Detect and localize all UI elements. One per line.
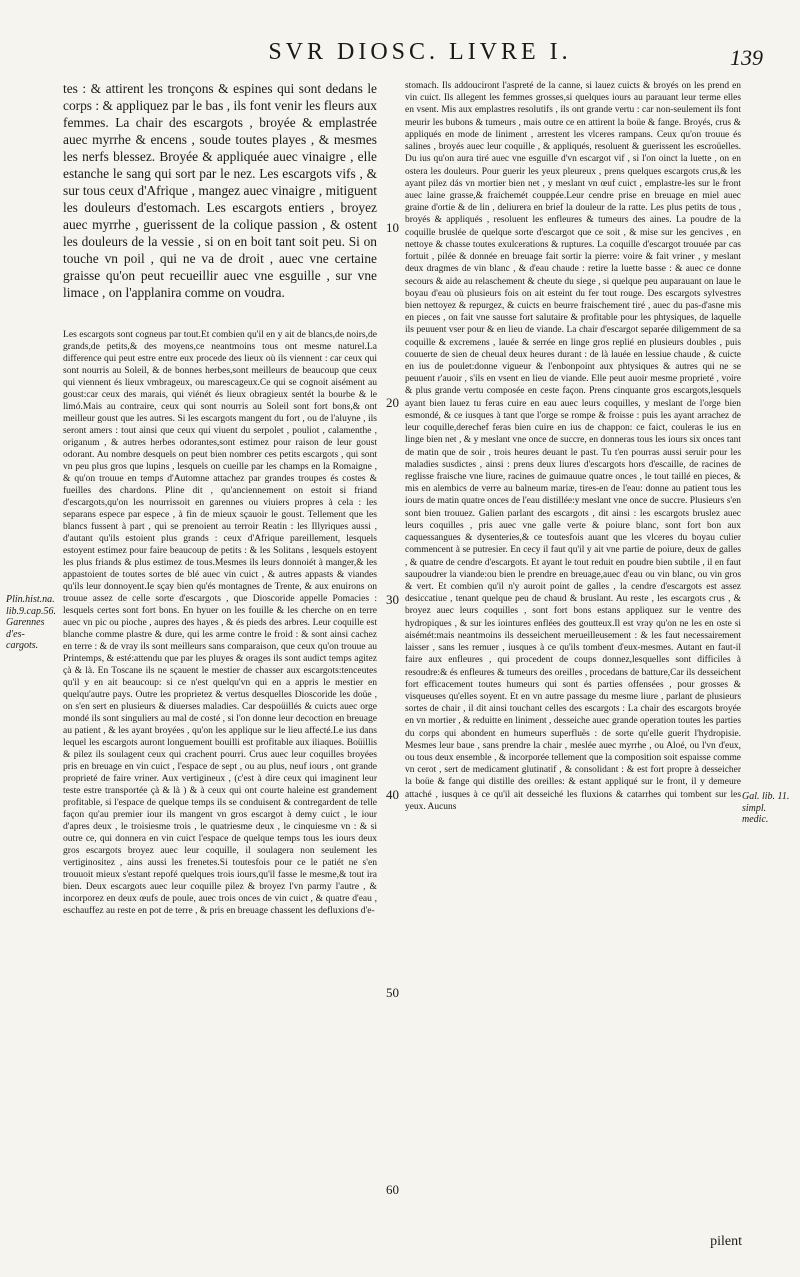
commentary-text-right: stomach. Ils addouciront l'aspreté de la canne, si lauez cuicts & broyés on les prend en vin cuict. Ils allegent les femmes grosses,si quelques iours au parauant leur terme elles en vsent. Mis aux emplastres resolutifs , ils ont grande vertu : car non-seulement ils font meurir les bubons & tumeurs , mais outre ce en attirent la boüe & fange. Broyés, crus & appliqués en mode de liniment , arrestent les vlceres rampans. Ceux qu'on trouue és salines , broyés auec leur coquille , & appliqués, resoluent & guerissent les escroüelles. Du ius qu'on aura tiré auec vne esguille d'vn escargot vif , si l'on oinct la luette , on en ostera les douleurs. Pour guerir les yeux pleureux , prens quelques escargots crus,& les ayant pilez dás vn mortier bien net , y meslant vn œuf cuict , emplastre-les sur le front auec laine grasse,& fraichemét couppée.Leur cendre prise en breuage en miel auec graine d'ortie & de lin , deliurera en brief la douleur de la ratte. Les plus petits de tous , broyés & appliqués , resoluent les enfleures & tumeurs des aines. La poudre de la coquille bruslée de quelque sorte d'escargot que ce soit , & mise sur les gencives , en nettoye & chasse toutes exulcerations & ruptures. La coquille d'escargot trouuée par cas fortuit , pilée & donnée en breuage fait sortir la pierre: voire & fait vriner , y meslant deux dragmes de vin blanc , & d'eau chaude : retire la luette basse : & auec ce donne secours & aide au relaschement & cheute du siege , si quelque peu auparauant on laue le boyau d'eau où plusieurs fois on ait esteint du fer tout rouge. Des escargots sylvestres bien nettoyez & repurgez, & cuicts en beurre fraischement tiré , auec du pas-d'asne mis en pieces , on fait vne sausse fort salutaire & profitable pour les phtysiques, de laquelle ils peuuent vser pour & en lieu de viande. La chair d'escargot separée diligemment de sa coquille & excremens , lauée & serrée en linge gros replié en plusieurs doubles , puis couuerte de sien de cheual deux heures durant : de là lauée en lessiue chaude , & cuicte en ius de poulet:donne vigueur & l'enbonpoint aux phtysiques & autres qui ne se peuuent r'auoir , s'ils en vsent en lieu de viande. Elle peut auoir mesme proprieté , voire & plus grande vertu composée en ceste façon. Prens cinquante gros escargots,lesquels ayant bien lauez tu feras cuire en eau auec leurs coquilles, y meslant de l'orge bien esmondé, & ce iusques à tant que l'orge se rompe & froisse : puis les ayant arrachez de leur coquille,derechef feras bien cuire en ius de chappon: ce faict, couleras le ius en linge bien net , & y meslant vne once de succre, en donneras tous les iours six onces tant de matin que de soir , trois heures deuant le past. Tu t'en pourras aussi seruir pour les maladies susdictes , ainsi : prens deux liures d'escargots hors d'escaille, de racines de reglisse fraische vne liure, racines de guimauue quatre onces , le tout taillé en pieces, & mis en alembics de verre au balneum mariæ, tires-en de l'eau: donne au patient tous les iours de matin quatre onces de l'eau distillée:y meslant vne once de succre. Plusieurs s'en sont bien trouuez. Galien parlant des escargots , dit ainsi : les escargots bruslez auec leurs coquilles , pris auec vne galle verte & poiure blanc, sont fort bon aux caquessangues & dysenteries,& ce toutesfois auant que les vlceres du boyau culier commencent à se putresier. En cecy il faut qu'il y ait vne partie de poiure, deux de galles , & quatre de cendre d'escargots. Et ayant le tout reduit en poudre bien subtile , il en faut saupoudrer la viande:ou bien le prendre en breuage,auec d'eau ou vin blanc, ou vin gros & vert. Et combien qu'il n'y auroit point de galles , la cendre d'escargots est assez desiccatiue , tenant quelque peu de chaud & bruslant. Au reste , les escargots crus , & broyez auec leurs coquilles , sont fort bons estans appliquez sur le ventre des hydropiques , & sur les iointures enflées des goutteux.Il est vray qu'on ne les en oste si aisémét:mais neantmoins ils desseichent merueilleusement : & les faut necessairement laisser , sans les remuer , iusques à ce qu'ils tombent d'eux-mesmes. Autant en faut-il faire aux enfleures , qui procedent de coups donnez,lesquelles sont difficiles à resoudre:& és enfleures & tumeurs des oreilles , procedans de batture,Car ils desseichent fort efficacement toutes humeurs qui sont és parties offensées , pour grosses & visqueuses qu'elles soyent. Et en vn autre passage du mesme liure , parlant de plusieurs sortes de chair , il dit ainsi touchant celles des escargots : La chair des escargots broyée en vn mortier , & reduitte en liniment , desseiche auec grande operation toutes les parties du corps qui abondent en humeurs superfluës : de sorte qu'elle guerit l'hydropisie. Mesmes leur baue , sans prendre la chair , meslée auec myrrhe , ou Aloé, ou l'vn d'eux, ou tous deux ensemble , & incorporée tellement que la composition soit espaisse comme vn cerot , sert de medicament glutinatif , & consolidant : & est fort propre à desseicher la boüe & fange qui distille des oreilles: & estant appliqué sur le front, il y demeure attaché , iusques à ce qu'il ait desseiché les fluxions & catarrhes qui tombent sur les yeux. Aucuns (405, 81, 741, 812)
right-column (405, 80, 741, 813)
line-number-30: 30 (386, 592, 399, 607)
line-number-20: 20 (386, 395, 399, 410)
left-column (63, 80, 377, 917)
commentary-text-left: Les escargots sont cogneus par tout.Et combien qu'il en y ait de blancs,de noirs,de grands,de petits,& des moyens,ce neantmoins tous ont mesme naturel.La difference qui peut estre entre eux procede des lieux où ils viennent : car ceux qui sont nourris au Soleil, & de bonnes herbes,sont meilleurs de beaucoup que ceux qui viennent és lieux vmbrageux, ou marescageux.Ce qui se cognoit aisément au goust:car ceux des marais, qui viénét és lieux obragieux sentét la bourbe & le limó.Mais au contraire, ceux qui sont nourris au Soleil sont fort bons,& ont meilleur goust que les autres. Si les escargots mangent du fort , ou de l'aluyne , ils seront amers : tout ainsi que ceux qui viuent du serpolet , pouliot , calamenthe , origanum , & autres herbes odorantes,sont estimez pour raison de leur goust odorant. Au nombre desquels on peut bien nombrer ces petits escargots , qui sont vn peu plus gros que lupins , lesquels on cueille par les champs en la Romaigne , & qu'on trouue en temps d'Automne attachez par grandes troupes és costes & fueilles des chardons. Pline dit , qu'anciennement on estoit si friand d'escargots,qu'on les nourrissoit en garennes ou viuiers propres à cela : les separans espece par espece , à fin de mieux sçauoir le goust. Tellement que les blancs fussent à part , qui se prenoient au terroir Reatin : les Illyriques aussi , d'autant qu'ils estoient plus grands : ceux d'Afrique pareillement, lesquels estoyent estimez pour faire beaucoup de petits : & les Solitans , lesquels estoyent les plus friands & plus estimez de tous.Mesmes ils leurs donnoiét à manger,& les appastoient de toutes sortes de blé auec vin cuict , & autres appasts & viandes qu'ils leur donnoyent.Ie sçay bien qu'és montagnes de Trente, & aux enuirons on trouue assez de celle sorte d'escargots , que Dioscoride appelle Pomacies : lesquels certes sont fort bons. En hyuer on les fouille & les cherche on en terre auec vn pic ou pioche , aupres des hayes , & és pieds des arbres. Leur coquille est blanche comme plastre & dure, qui les arme contre le froid : & sont ainsi cachez en terre : & de vray ils sont meilleurs sans comparaison, que ceux qu'on trouue au Printemps, & esté:attendu que par les pluyes & orages ils sont audict temps agitez çà & là. En Toscane ils ne sçauent le mestier de chasser aux escargots:tenceutes qu'il y en ait beaucoup: si ce n'est quelqu'vn qui en a appris le mestier en quelqu'autre pays. Outre les proprietez & vertus desquelles Dioscoride les doüe , on s'en sert en plusieurs & diuerses maladies. Car despoüillés & cuicts auec orge mondé ils sont singuliers au mal de costé , si l'on donne leur decoction en breuage au patient , & les ayant broyées , qu'on les applique sur le lieu affecté.Le ius dans lequel les escargots auront longuement bouilli est profitable aux iliaques. Boüillis & pilez ils soulagent ceux qui crachent pourri. Crus auec leur coquilles broyées pris en breuage en vin cuict , l'espace de sept , ou au plus, neuf iours , ont grande proprieté de faire vriner. Aux vertigineux , (c'est à dire ceux qui imaginent leur teste estre transportée çà & là ) & à ceux qui ont courte haleine est grandement profitable, si l'espace de quelque temps ils se conduisent & contregardent de telle façon qu'au premier iour ils mangent vn gros escargot à demy cuict , le iour d'apres deux , le troisiesme trois , le quatriesme deux , le cinquiesme vn : & si outre ce, qui donnera en vin cuict l'espace de quelque temps tous les iours deux gros escargots broyez auec leur coquille, il soulagera non seulement les vertiginositez , ains aussi les frenetes.Si toutesfois pour ce le patiét ne s'en trouuoit mieux s'estant repofé quelques trois iours,qu'il fasse le mesme,& tout ira bien. Deux escargots auec leur coquille pilez & broyez l'vn parmy l'autre , & incorporez en deux œufs de poule, auec trois onces de vin cuict , & quatre d'eau , eschauffez au reste en pot de terre , & pris en breuage chassent les defluxions d'e- (63, 329, 377, 916)
line-number-50: 50 (386, 985, 399, 1000)
margin-note-line: Plin.hist.na. (6, 594, 55, 605)
margin-note-right (742, 791, 792, 826)
line-number-60: 60 (386, 1182, 399, 1197)
margin-note-line: Gal. lib. 11. (742, 791, 790, 802)
margin-note-line: simpl. medic. (742, 802, 769, 825)
margin-note-left (6, 594, 58, 652)
margin-note-line: lib.9.cap.56. (6, 605, 56, 617)
margin-note-line: Garennes d'es- (6, 617, 45, 640)
translation-text: tes : & attirent les tronçons & espines qui sont dedans le corps : & appliquez par le bas , ils font venir les fleurs aux femmes. La chair des escargots , broyée & emplastrée auec myrrhe & encens , soude toutes playes , & mesmes les nerfs blessez. Broyée & appliquée auec vinaigre , elle estanche le sang qui sort par le nez. Les escargots vifs , & sur tous ceux d'Afrique , mangez auec vinaigre , mitiguent les douleurs d'estomach. Les escargots entiers , broyez auec myrrhe , guerissent de la colique passion , & ostent les douleurs de la vessie , si on en boit tant soit peu. Si on touche vn poil , qui ne va de droit , auec vne certaine graisse qu'on peut recueillir auec vne esguille , sur vne limace , on l'applanira comme on voudra. (63, 81, 377, 300)
running-title: SVR DIOSC. LIVRE I. (268, 39, 572, 65)
line-number-40: 40 (386, 787, 399, 802)
line-number-10: 10 (386, 220, 399, 235)
catchword: pilent (710, 1234, 742, 1249)
page-number: 139 (730, 45, 763, 70)
margin-note-line: cargots. (6, 640, 39, 651)
